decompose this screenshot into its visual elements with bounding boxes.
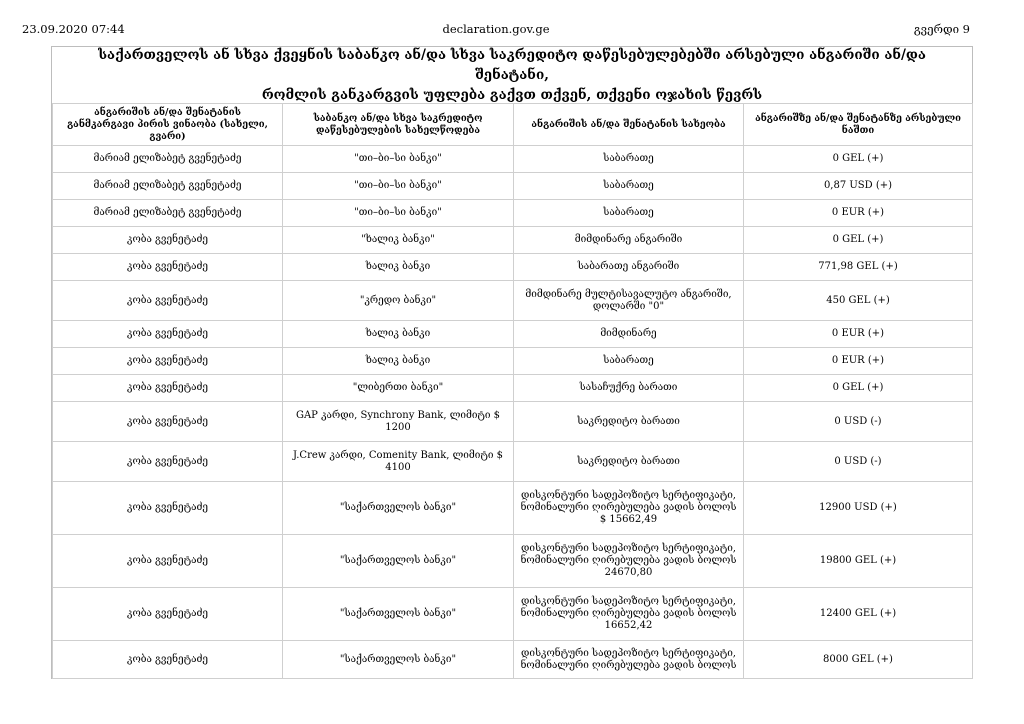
cell-balance: 0 USD (-) xyxy=(744,402,973,442)
cell-balance: 0,87 USD (+) xyxy=(744,173,973,200)
table-row xyxy=(53,375,973,402)
cell-holder: მარიამ ელიზაბეტ გვენეტაძე xyxy=(53,200,283,227)
cell-balance: 0 GEL (+) xyxy=(744,375,973,402)
cell-holder: კობა გვენეტაძე xyxy=(53,375,283,402)
cell-balance: 0 EUR (+) xyxy=(744,321,973,348)
cell-balance: 0 GEL (+) xyxy=(744,146,973,173)
cell-holder: კობა გვენეტაძე xyxy=(53,641,283,679)
page-header xyxy=(22,22,970,38)
table-row xyxy=(53,442,973,482)
table-header-row xyxy=(53,104,973,146)
cell-institution: J.Crew კარდი, Comenity Bank, ლიმიტი $ 4100 xyxy=(283,442,514,482)
cell-balance: 0 USD (-) xyxy=(744,442,973,482)
cell-holder: კობა გვენეტაძე xyxy=(53,321,283,348)
cell-institution: "საქართველოს ბანკი" xyxy=(283,535,514,588)
cell-holder: კობა გვენეტაძე xyxy=(53,348,283,375)
cell-institution: ხალიკ ბანკი xyxy=(283,321,514,348)
cell-balance: 19800 GEL (+) xyxy=(744,535,973,588)
column-header-institution: საბანკო ან/და სხვა საკრედიტო დაწესებულების სახელწოდება xyxy=(283,104,514,146)
cell-institution: "თი–ბი–სი ბანკი" xyxy=(283,146,514,173)
cell-account-type: მიმდინარე ანგარიში xyxy=(514,227,744,254)
cell-account-type: დისკონტური სადეპოზიტო სერტიფიკატი, ნომინალური ღირებულება ვადის ბოლოს 24670,80 xyxy=(514,535,744,588)
cell-holder: კობა გვენეტაძე xyxy=(53,227,283,254)
cell-institution: "ხალიკ ბანკი" xyxy=(283,227,514,254)
section-title-line-1: საქართველოს ან სხვა ქვეყნის საბანკო ან/და სხვა საკრედიტო დაწესებულებებში არსებული ანგარიში ან/და შენატანი, xyxy=(98,47,926,83)
table-row xyxy=(53,227,973,254)
column-header-account-type: ანგარიშის ან/და შენატანის სახეობა xyxy=(514,104,744,146)
cell-account-type: მიმდინარე xyxy=(514,321,744,348)
cell-account-type: საბარათე ანგარიში xyxy=(514,254,744,281)
cell-holder: მარიამ ელიზაბეტ გვენეტაძე xyxy=(53,146,283,173)
cell-account-type: დისკონტური სადეპოზიტო სერტიფიკატი, ნომინალური ღირებულება ვადის ბოლოს $ 15662,49 xyxy=(514,482,744,535)
cell-institution: "თი–ბი–სი ბანკი" xyxy=(283,200,514,227)
table-row xyxy=(53,200,973,227)
cell-account-type: მიმდინარე მულტისავალუტო ანგარიში, დოლარში "0" xyxy=(514,281,744,321)
table-row xyxy=(53,146,973,173)
table-body xyxy=(53,146,973,679)
cell-balance: 771,98 GEL (+) xyxy=(744,254,973,281)
table-row xyxy=(53,254,973,281)
print-datetime: 23.09.2020 07:44 xyxy=(22,22,125,36)
cell-holder: კობა გვენეტაძე xyxy=(53,482,283,535)
cell-balance: 12400 GEL (+) xyxy=(744,588,973,641)
table-row xyxy=(53,641,973,679)
section-title xyxy=(52,47,972,103)
declaration-section xyxy=(51,46,973,679)
cell-institution: "ლიბერთი ბანკი" xyxy=(283,375,514,402)
cell-account-type: საკრედიტო ბარათი xyxy=(514,402,744,442)
site-name: declaration.gov.ge xyxy=(442,22,550,36)
cell-balance: 0 EUR (+) xyxy=(744,200,973,227)
cell-institution: "კრედო ბანკი" xyxy=(283,281,514,321)
cell-account-type: სასაჩუქრე ბარათი xyxy=(514,375,744,402)
cell-balance: 12900 USD (+) xyxy=(744,482,973,535)
table-row xyxy=(53,173,973,200)
cell-institution: ხალიკ ბანკი xyxy=(283,348,514,375)
cell-account-type: დისკონტური სადეპოზიტო სერტიფიკატი, ნომინალური ღირებულება ვადის ბოლოს xyxy=(514,641,744,679)
cell-holder: კობა გვენეტაძე xyxy=(53,535,283,588)
cell-institution: "საქართველოს ბანკი" xyxy=(283,482,514,535)
table-row xyxy=(53,482,973,535)
page-number: გვერდი 9 xyxy=(913,22,970,36)
table-row xyxy=(53,348,973,375)
cell-account-type: საბარათე xyxy=(514,146,744,173)
cell-institution: "საქართველოს ბანკი" xyxy=(283,641,514,679)
cell-holder: კობა გვენეტაძე xyxy=(53,254,283,281)
cell-account-type: საბარათე xyxy=(514,200,744,227)
column-header-holder: ანგარიშის ან/და შენატანის განმკარგავი პირის ვინაობა (სახელი, გვარი) xyxy=(53,104,283,146)
table-row xyxy=(53,402,973,442)
cell-institution: GAP კარდი, Synchrony Bank, ლიმიტი $ 1200 xyxy=(283,402,514,442)
cell-institution: "საქართველოს ბანკი" xyxy=(283,588,514,641)
cell-balance: 0 GEL (+) xyxy=(744,227,973,254)
cell-account-type: დისკონტური სადეპოზიტო სერტიფიკატი, ნომინალური ღირებულება ვადის ბოლოს 16652,42 xyxy=(514,588,744,641)
table-row xyxy=(53,588,973,641)
cell-balance: 0 EUR (+) xyxy=(744,348,973,375)
cell-account-type: საკრედიტო ბარათი xyxy=(514,442,744,482)
table-row xyxy=(53,321,973,348)
cell-balance: 8000 GEL (+) xyxy=(744,641,973,679)
cell-holder: კობა გვენეტაძე xyxy=(53,281,283,321)
cell-balance: 450 GEL (+) xyxy=(744,281,973,321)
cell-account-type: საბარათე xyxy=(514,173,744,200)
cell-institution: "თი–ბი–სი ბანკი" xyxy=(283,173,514,200)
section-title-line-2: რომლის განკარგვის უფლება გაქვთ თქვენ, თქვენი ოჯახის წევრს xyxy=(261,87,763,103)
cell-holder: კობა გვენეტაძე xyxy=(53,588,283,641)
cell-account-type: საბარათე xyxy=(514,348,744,375)
column-header-balance: ანგარიშზე ან/და შენატანზე არსებული ნაშთი xyxy=(744,104,973,146)
table-row xyxy=(53,535,973,588)
cell-institution: ხალიკ ბანკი xyxy=(283,254,514,281)
cell-holder: კობა გვენეტაძე xyxy=(53,442,283,482)
table-row xyxy=(53,281,973,321)
cell-holder: კობა გვენეტაძე xyxy=(53,402,283,442)
accounts-table xyxy=(52,103,973,679)
cell-holder: მარიამ ელიზაბეტ გვენეტაძე xyxy=(53,173,283,200)
